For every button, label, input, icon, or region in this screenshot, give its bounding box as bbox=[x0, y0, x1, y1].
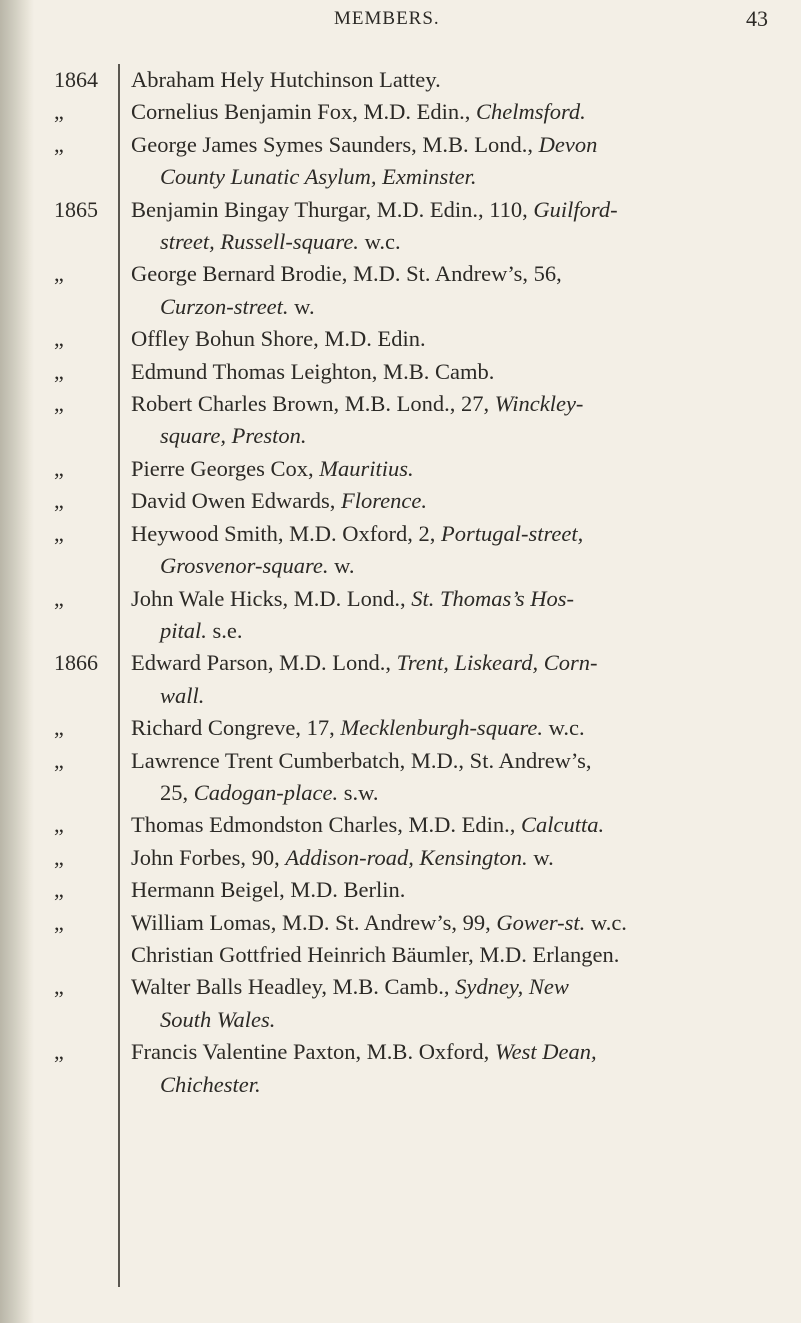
election-year: „ bbox=[54, 520, 64, 546]
name-text: Cornelius Benjamin Fox, M.D. Edin., bbox=[131, 99, 476, 125]
member-entry bbox=[0, 194, 801, 259]
address-italic: Grosvenor-square. bbox=[160, 553, 329, 579]
name-text: Christian Gottfried Heinrich Bäumler, M.D. Erlangen. bbox=[131, 941, 620, 967]
name-text: Francis Valentine Paxton, M.B. Oxford, bbox=[131, 1039, 495, 1065]
address-italic: Curzon-street. bbox=[160, 293, 289, 319]
member-text bbox=[131, 647, 786, 712]
address-italic: Chichester. bbox=[160, 1071, 261, 1097]
member-text bbox=[131, 907, 786, 939]
name-text: Hermann Beigel, M.D. Berlin. bbox=[131, 877, 406, 903]
entry-line bbox=[131, 291, 786, 323]
member-entry bbox=[0, 907, 801, 939]
entry-line bbox=[131, 842, 786, 874]
member-entry bbox=[0, 96, 801, 128]
address-italic: County Lunatic Asylum, Exminster. bbox=[160, 164, 477, 190]
member-entry bbox=[0, 323, 801, 355]
member-entry bbox=[0, 583, 801, 648]
running-title: MEMBERS. bbox=[334, 8, 440, 29]
entry-line bbox=[131, 1004, 786, 1036]
entry-line bbox=[131, 615, 786, 647]
name-text: John Forbes, 90, bbox=[131, 844, 286, 870]
entry-line bbox=[131, 161, 786, 193]
member-entry bbox=[0, 258, 801, 323]
address-italic: Devon bbox=[538, 131, 598, 157]
name-text: George James Symes Saunders, M.B. Lond., bbox=[131, 131, 539, 157]
member-text bbox=[131, 1036, 786, 1101]
election-year: 1866 bbox=[54, 650, 98, 676]
member-text bbox=[131, 939, 786, 971]
name-text: Richard Congreve, 17, bbox=[131, 715, 341, 741]
address-italic: Cadogan-place. bbox=[193, 779, 339, 805]
member-text bbox=[131, 485, 786, 517]
member-entry bbox=[0, 388, 801, 453]
page-number: 43 bbox=[746, 6, 768, 31]
name-text: Robert Charles Brown, M.B. Lond., 27, bbox=[131, 391, 495, 417]
member-entry bbox=[0, 518, 801, 583]
election-year: „ bbox=[54, 488, 64, 514]
entry-line bbox=[131, 453, 786, 485]
postal-district: w. bbox=[527, 844, 554, 870]
name-text: Abraham Hely Hutchinson Lattey. bbox=[131, 67, 441, 92]
postal-district: w. bbox=[328, 553, 355, 579]
member-text bbox=[131, 842, 786, 874]
postal-district: w. bbox=[288, 293, 315, 319]
entry-line bbox=[131, 194, 786, 226]
member-entry bbox=[0, 712, 801, 744]
address-italic: Chelmsford. bbox=[476, 99, 586, 125]
member-entry bbox=[0, 1036, 801, 1101]
member-text bbox=[131, 583, 786, 648]
member-text bbox=[131, 356, 786, 388]
entry-line bbox=[131, 226, 786, 258]
election-year: „ bbox=[54, 391, 64, 417]
address-italic: Sydney, New bbox=[455, 974, 569, 1000]
member-text bbox=[131, 971, 786, 1036]
entry-line bbox=[131, 1036, 786, 1068]
member-text bbox=[131, 323, 786, 355]
postal-district: s.w. bbox=[338, 779, 379, 805]
name-text: Offley Bohun Shore, M.D. Edin. bbox=[131, 326, 426, 352]
member-entry bbox=[0, 485, 801, 517]
election-year: 1865 bbox=[54, 196, 98, 222]
member-entry bbox=[0, 745, 801, 810]
address-italic: square, Preston. bbox=[160, 423, 307, 449]
entry-line bbox=[131, 129, 786, 161]
name-text: Benjamin Bingay Thurgar, M.D. Edin., 110, bbox=[131, 196, 534, 222]
election-year: „ bbox=[54, 1039, 64, 1065]
election-year: „ bbox=[54, 326, 64, 352]
name-text: David Owen Edwards, bbox=[131, 488, 341, 514]
entry-line bbox=[131, 550, 786, 582]
member-entry bbox=[0, 356, 801, 388]
member-entry bbox=[0, 647, 801, 712]
entry-line bbox=[131, 712, 786, 744]
name-text: Pierre Georges Cox, bbox=[131, 455, 320, 481]
entry-line bbox=[131, 971, 786, 1003]
member-text bbox=[131, 809, 786, 841]
entry-line bbox=[131, 420, 786, 452]
election-year: „ bbox=[54, 131, 64, 157]
member-entry bbox=[0, 939, 801, 971]
member-list bbox=[0, 64, 801, 1101]
address-italic: Portugal-street, bbox=[441, 520, 584, 546]
address-italic: Mecklenburgh-square. bbox=[340, 715, 543, 741]
member-entry bbox=[0, 129, 801, 194]
entry-line bbox=[131, 939, 786, 971]
entry-line bbox=[131, 356, 786, 388]
name-text: Edward Parson, M.D. Lond., bbox=[131, 650, 397, 676]
entry-line bbox=[131, 518, 786, 550]
election-year: „ bbox=[54, 715, 64, 741]
address-italic: street, Russell-square. bbox=[160, 229, 359, 255]
member-text bbox=[131, 64, 786, 96]
name-text: Lawrence Trent Cumberbatch, M.D., St. Andrew’s, bbox=[131, 747, 592, 773]
election-year: „ bbox=[54, 909, 64, 935]
name-text: Walter Balls Headley, M.B. Camb., bbox=[131, 974, 456, 1000]
member-entry bbox=[0, 453, 801, 485]
name-text: 25, bbox=[160, 779, 194, 805]
postal-district: w.c. bbox=[358, 229, 401, 255]
election-year: „ bbox=[54, 99, 64, 125]
member-entry bbox=[0, 971, 801, 1036]
address-italic: wall. bbox=[160, 682, 205, 708]
address-italic: West Dean, bbox=[494, 1039, 597, 1065]
member-entry bbox=[0, 809, 801, 841]
entry-line bbox=[131, 809, 786, 841]
name-text: Heywood Smith, M.D. Oxford, 2, bbox=[131, 520, 441, 546]
address-italic: Winckley- bbox=[494, 391, 584, 417]
election-year: „ bbox=[54, 358, 64, 384]
entry-line bbox=[131, 64, 786, 96]
entry-line bbox=[131, 96, 786, 128]
election-year: „ bbox=[54, 747, 64, 773]
member-text bbox=[131, 96, 786, 128]
name-text: William Lomas, M.D. St. Andrew’s, 99, bbox=[131, 909, 497, 935]
address-italic: Calcutta. bbox=[520, 812, 605, 838]
member-text bbox=[131, 518, 786, 583]
name-text: Edmund Thomas Leighton, M.B. Camb. bbox=[131, 358, 495, 384]
address-italic: pital. bbox=[160, 617, 207, 643]
name-text: Thomas Edmondston Charles, M.D. Edin., bbox=[131, 812, 521, 838]
entry-line bbox=[131, 388, 786, 420]
member-entry bbox=[0, 842, 801, 874]
member-text bbox=[131, 129, 786, 194]
election-year: „ bbox=[54, 974, 64, 1000]
address-italic: Florence. bbox=[340, 488, 427, 514]
member-text bbox=[131, 874, 786, 906]
election-year: 1864 bbox=[54, 67, 98, 92]
member-text bbox=[131, 745, 786, 810]
address-italic: Trent, Liskeard, Corn- bbox=[396, 650, 598, 676]
entry-line bbox=[131, 583, 786, 615]
entry-line bbox=[131, 647, 786, 679]
postal-district: w.c. bbox=[585, 909, 627, 935]
entry-line bbox=[131, 874, 786, 906]
election-year: „ bbox=[54, 812, 64, 838]
postal-district: s.e. bbox=[206, 617, 243, 643]
address-italic: Addison-road, Kensington. bbox=[285, 844, 528, 870]
election-year: „ bbox=[54, 455, 64, 481]
address-italic: Gower-st. bbox=[496, 909, 586, 935]
member-text bbox=[131, 388, 786, 453]
address-italic: St. Thomas’s Hos- bbox=[411, 585, 575, 611]
election-year: „ bbox=[54, 585, 64, 611]
election-year: „ bbox=[54, 261, 64, 287]
member-entry bbox=[0, 64, 801, 96]
address-italic: South Wales. bbox=[160, 1006, 276, 1032]
entry-line bbox=[131, 907, 786, 939]
postal-district: w.c. bbox=[542, 715, 585, 741]
address-italic: Mauritius. bbox=[319, 455, 414, 481]
entry-line bbox=[131, 745, 786, 777]
page-header bbox=[0, 4, 801, 34]
member-text bbox=[131, 194, 786, 259]
entry-line bbox=[131, 323, 786, 355]
name-text: John Wale Hicks, M.D. Lond., bbox=[131, 585, 412, 611]
election-year: „ bbox=[54, 877, 64, 903]
name-text: George Bernard Brodie, M.D. St. Andrew’s, 56, bbox=[131, 261, 562, 287]
entry-line bbox=[131, 258, 786, 290]
member-text bbox=[131, 258, 786, 323]
entry-line bbox=[131, 1069, 786, 1101]
member-text bbox=[131, 453, 786, 485]
entry-line bbox=[131, 777, 786, 809]
entry-line bbox=[131, 485, 786, 517]
address-italic: Guilford- bbox=[533, 196, 618, 222]
election-year: „ bbox=[54, 844, 64, 870]
member-text bbox=[131, 712, 786, 744]
entry-line bbox=[131, 680, 786, 712]
member-entry bbox=[0, 874, 801, 906]
